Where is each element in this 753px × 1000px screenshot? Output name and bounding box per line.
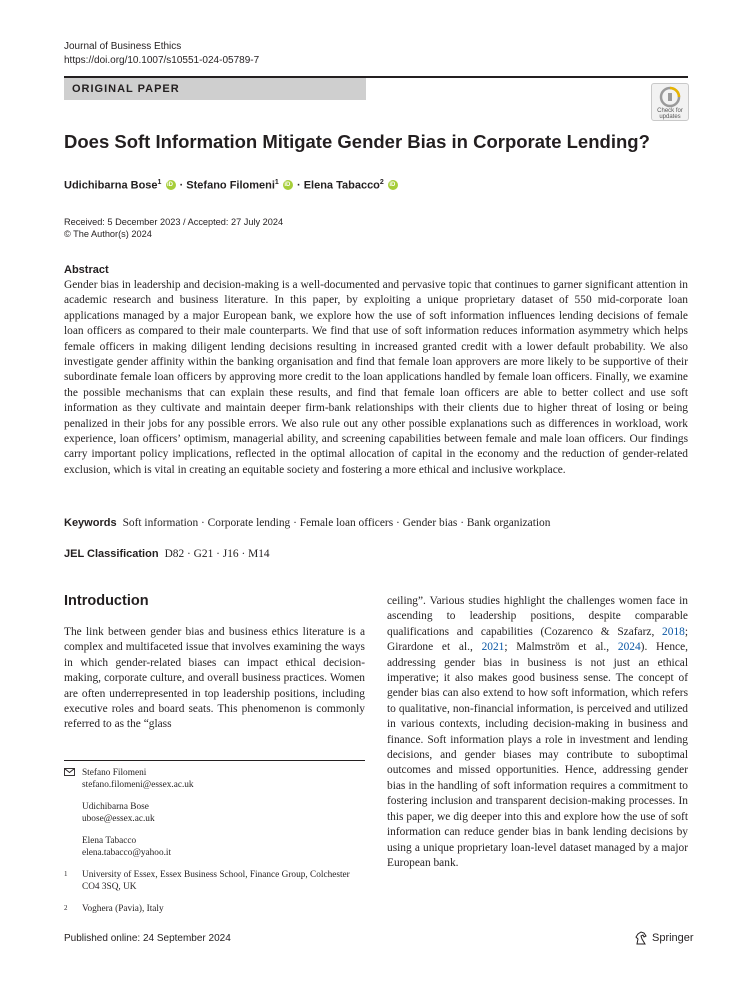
contact-email[interactable]: stefano.filomeni@essex.ac.uk [82, 780, 194, 790]
author-separator: · [179, 179, 184, 192]
author-list [64, 176, 399, 193]
envelope-icon [64, 767, 82, 791]
contact-email[interactable]: elena.tabacco@yahoo.it [82, 848, 172, 858]
received-accepted-dates: Received: 5 December 2023 / Accepted: 27 July 2024 [64, 217, 284, 227]
article-dates [64, 216, 283, 240]
jel-label: JEL Classification [64, 548, 159, 560]
copyright-line: © The Author(s) 2024 [64, 229, 152, 239]
affiliation-item [64, 903, 365, 915]
affiliation-item [64, 869, 365, 893]
published-online-date: Published online: 24 September 2024 [64, 933, 231, 944]
contact-name: Udichibarna Bose [82, 802, 149, 812]
jel-codes: D82 · G21 · J16 · M14 [164, 548, 270, 560]
author-affiliation-number: 2 [379, 179, 384, 186]
jel-classification-line [64, 547, 270, 562]
corresponding-author [64, 767, 365, 791]
keywords-label: Keywords [64, 517, 117, 529]
keywords-line [64, 516, 550, 531]
orcid-icon[interactable] [388, 180, 398, 190]
intro-text-segment: ceiling”. Various studies highlight the challenges women face in ascending to leadership positions, despite comparable qualifications and capabilities (Cozarenco & Szafarz, [387, 595, 688, 638]
author-affiliation-number: 1 [157, 179, 162, 186]
author-separator: · [296, 179, 301, 192]
author-contact [64, 835, 365, 859]
intro-text-segment: ; Malmström et al., [504, 641, 618, 654]
author-affiliation-number: 1 [274, 179, 279, 186]
publisher-name: Springer [652, 932, 694, 944]
author-contact [64, 801, 365, 825]
keywords-text: Soft information · Corporate lending · Female loan officers · Gender bias · Bank organization [122, 517, 551, 529]
author-notes [64, 760, 365, 925]
intro-text-segment: ; Girardone et al., [387, 625, 688, 654]
introduction-left-column: The link between gender bias and business ethics literature is a complex and multifaceted issue that involves examining the ways in which gender-related biases can impact ethical decision-making, corporate culture, and overall business practices. Women are often underrepresented in top leadership positions, including executive roles and board seats. This phenomenon is commonly referred to as the “glass [64, 626, 365, 731]
orcid-icon[interactable] [166, 180, 176, 190]
affiliation-text: University of Essex, Essex Business School, Finance Group, Colchester CO4 3SQ, UK [82, 870, 350, 892]
affiliation-number: 2 [64, 904, 68, 912]
article-title: Does Soft Information Mitigate Gender Bias in Corporate Lending? [64, 131, 650, 152]
journal-name: Journal of Business Ethics [64, 41, 182, 52]
affiliation-number: 1 [64, 870, 68, 878]
check-updates-icon [659, 86, 681, 108]
author-name[interactable]: Stefano Filomeni [186, 179, 275, 192]
author-name[interactable]: Udichibarna Bose [64, 179, 158, 192]
contact-name: Stefano Filomeni [82, 768, 147, 778]
publisher-logo[interactable] [634, 931, 694, 945]
check-updates-line1: Check for [657, 108, 683, 114]
journal-header [64, 40, 259, 68]
author-name[interactable]: Elena Tabacco [303, 179, 380, 192]
citation-link[interactable]: 2021 [481, 641, 505, 654]
paper-type-banner: ORIGINAL PAPER [64, 78, 366, 100]
check-for-updates-badge[interactable] [651, 83, 689, 121]
contact-name: Elena Tabacco [82, 836, 137, 846]
affiliation-text: Voghera (Pavia), Italy [82, 904, 164, 914]
doi-link[interactable]: https://doi.org/10.1007/s10551-024-05789-7 [64, 55, 260, 66]
contact-email[interactable]: ubose@essex.ac.uk [82, 814, 155, 824]
abstract-text: Gender bias in leadership and decision-making is a well-documented and pervasive topic that continues to garner significant attention in academic research and business literature. In this paper, by exploiting a unique proprietary dataset of 550 mid-corporate loan applications managed by a major European bank, we explore how the use of soft information influences lending decisions of female loan officers as compared to their male counterparts. We find that use of soft information reduces information asymmetry which helps female officers in making diligent lending decisions resulting in increased granted credit with a lower default probability. We also investigate gender affinity within the banking organisation and find that female loan approvers are more likely to be supportive of their subordinate female loan officers by approving more credit to the loan applications handled by female loan officers. Finally, we examine the possible mechanisms that can explain these results, and find that female loan officers are able to better collect and use soft information as they cultivate and maintain deeper firm-bank relationships with their clients due to higher threat of losing or being penalized in their jobs for any possible errors. We also rule out any other possible explanations such as differences in workload, work experience, loan officers’ optimism, managerial ability, and screening capabilities between female and male loan officers. Our findings carry important policy implications, reflected in the optimal allocation of capital in the economy and the reduction of gender-related exclusion, which is vital in creating an equitable society and fostering a more ethical and inclusive workplace. [64, 279, 688, 476]
abstract-heading: Abstract [64, 264, 109, 276]
springer-horse-icon [634, 931, 648, 945]
citation-link[interactable]: 2024 [617, 641, 641, 654]
citation-link[interactable]: 2018 [662, 625, 685, 638]
introduction-right-column [387, 594, 688, 871]
intro-text-segment: ). Hence, addressing gender bias in business is not just an ethical imperative; it also makes good business sense. The concept of gender bias can also extend to how soft information, which refers to qualitative, non-financial information, is perceived and utilized in various contexts, including decision-making in business and finance. Soft information plays a role in investment and lending decisions, and gender biases may contribute to suboptimal outcomes and missed opportunities. Hence, addressing gender bias in the handling of soft information requires a commitment to fostering inclusion and transparent decision-making processes. In this paper, we dig deeper into this and explore how the use of soft information can reduce gender bias in bank lending decisions by using a unique proprietary loan-level dataset managed by a major European bank. [387, 641, 688, 869]
check-updates-line2: updates [659, 114, 681, 120]
introduction-heading: Introduction [64, 593, 149, 609]
orcid-icon[interactable] [283, 180, 293, 190]
